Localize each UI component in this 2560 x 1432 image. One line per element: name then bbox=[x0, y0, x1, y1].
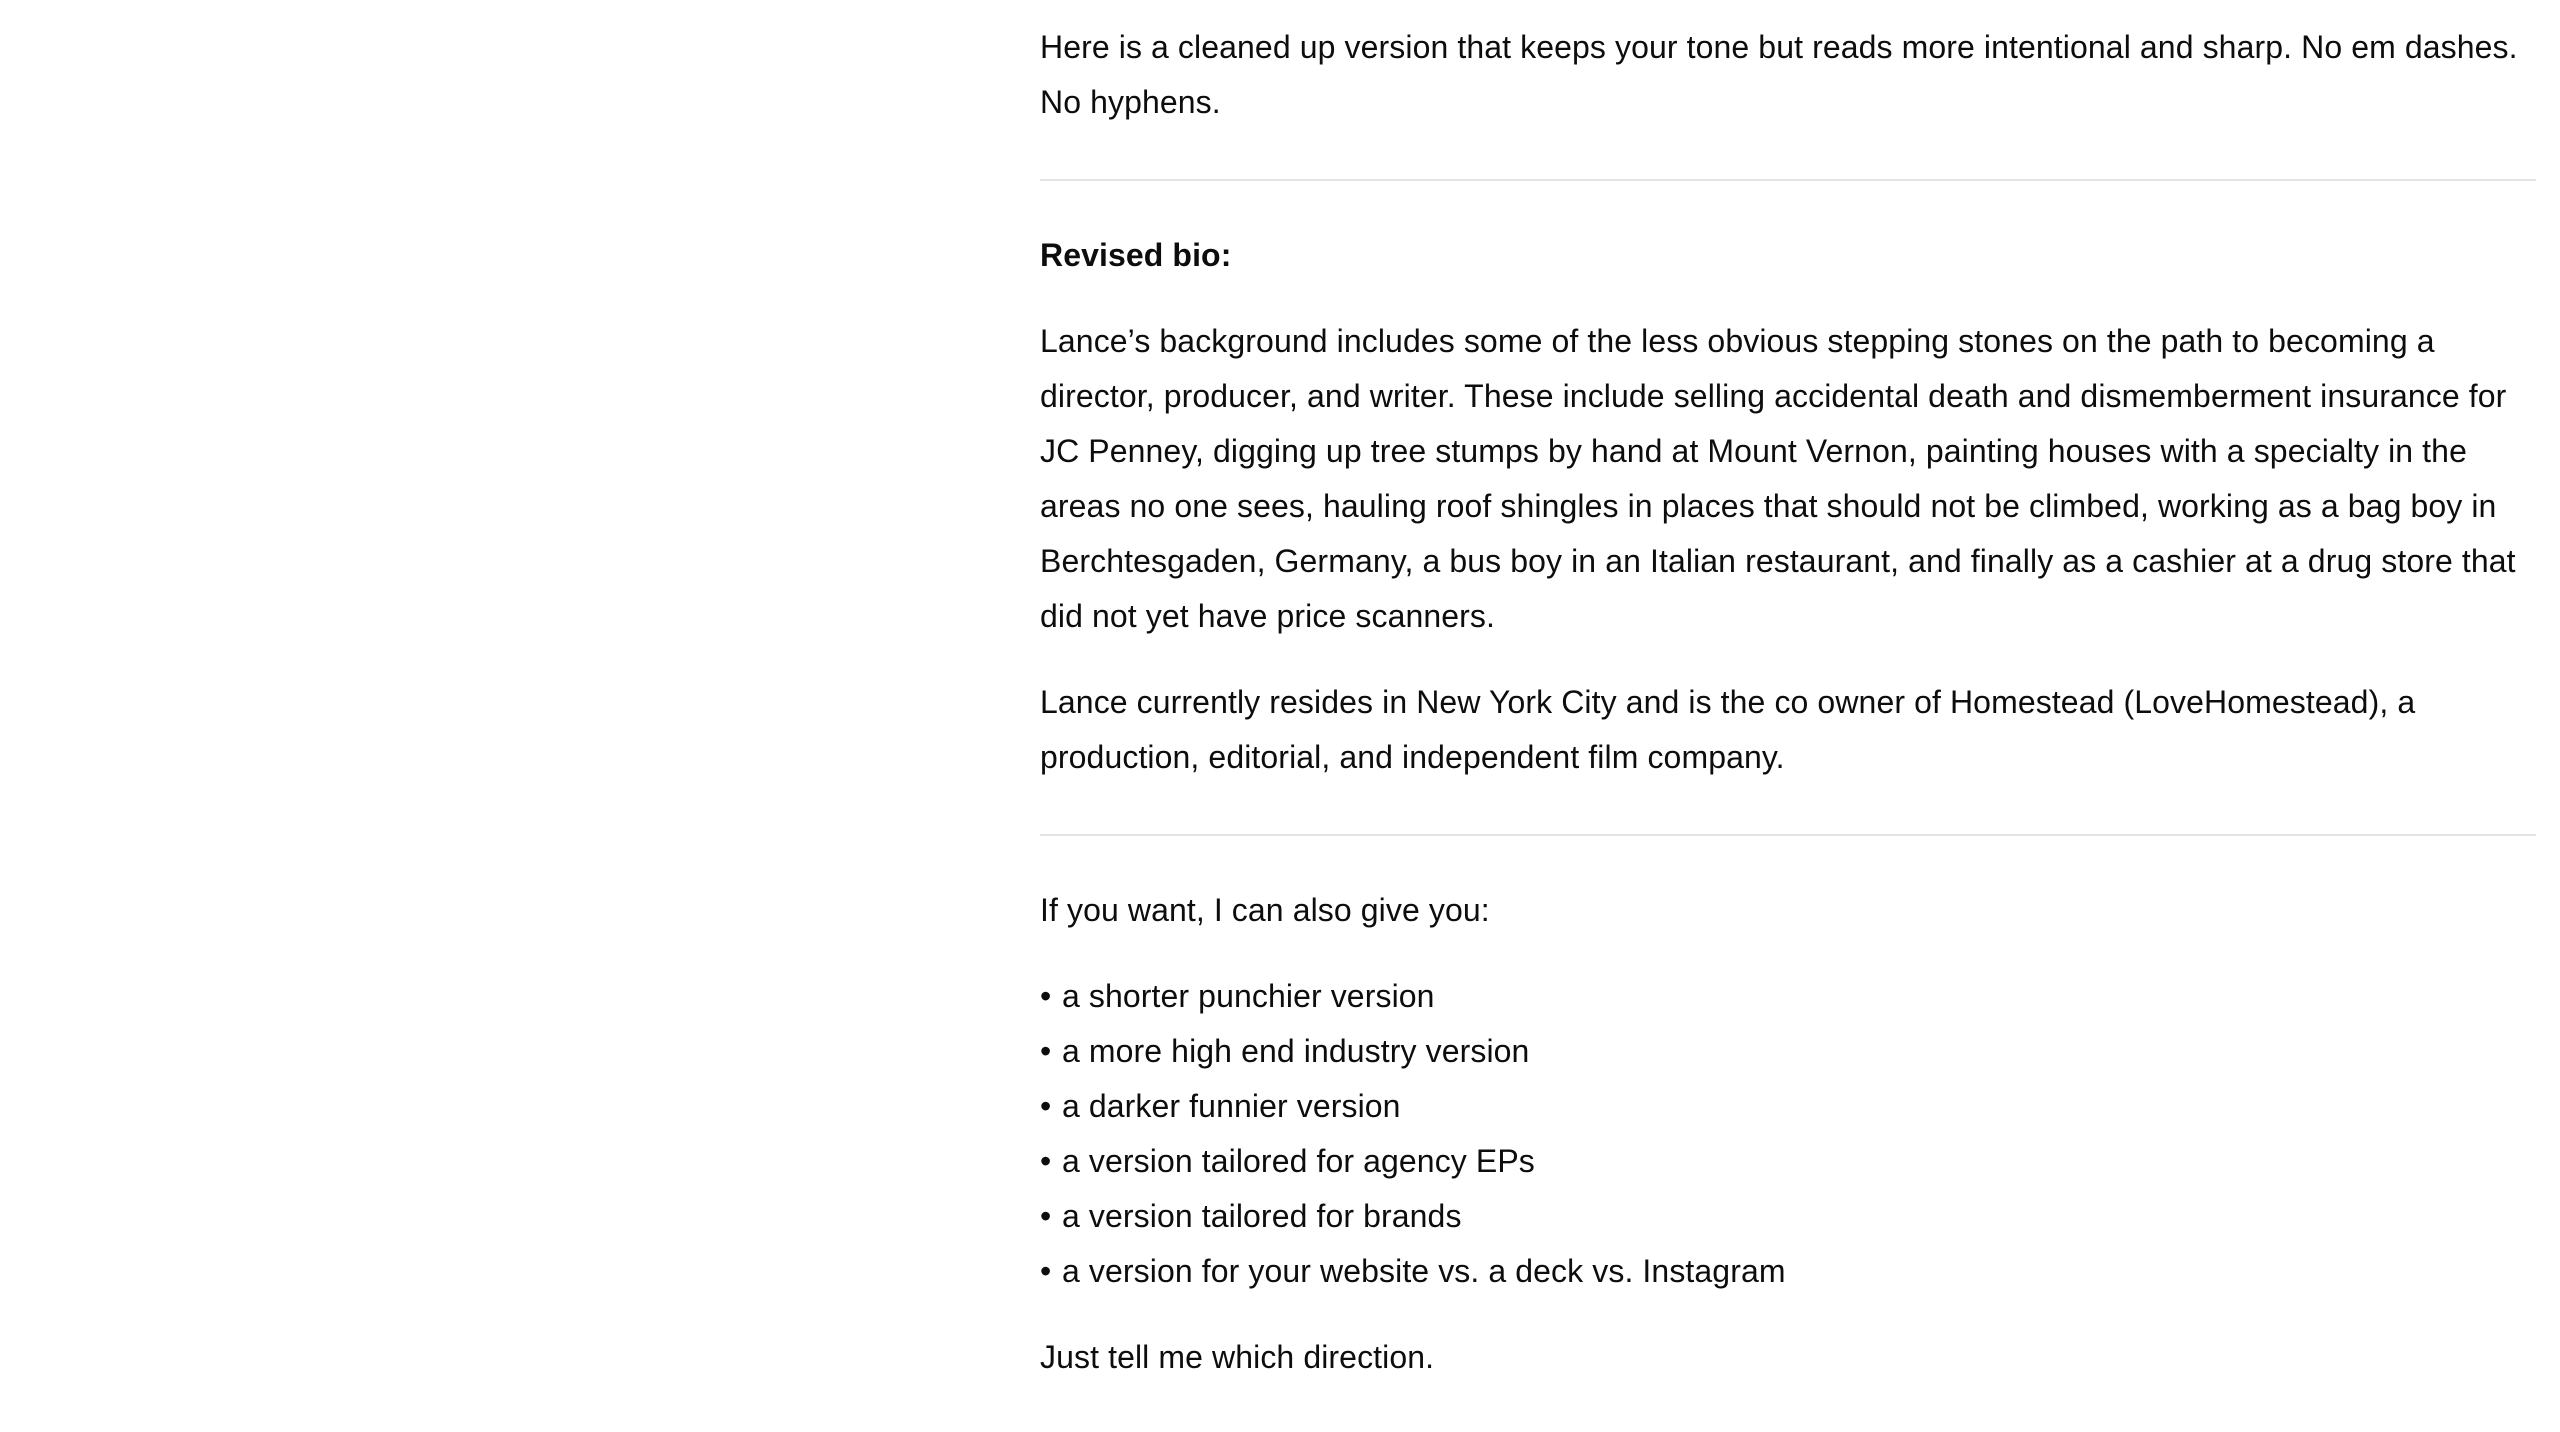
list-item bbox=[1040, 969, 2536, 1024]
list-item bbox=[1040, 1244, 2536, 1299]
list-item bbox=[1040, 1189, 2536, 1244]
list-item bbox=[1040, 1024, 2536, 1079]
divider bbox=[1040, 179, 2536, 181]
bullet-icon: • bbox=[1040, 978, 1052, 1014]
bullet-icon: • bbox=[1040, 1198, 1052, 1234]
list-item bbox=[1040, 1079, 2536, 1134]
list-item-text: a version for your website vs. a deck vs. Instagram bbox=[1062, 1253, 1786, 1289]
bullet-icon: • bbox=[1040, 1033, 1052, 1069]
options-list bbox=[1040, 969, 2536, 1299]
bio-paragraph: Lance currently resides in New York City and is the co owner of Homestead (LoveHomestead), a production, editorial, and independent film company. bbox=[1040, 684, 2416, 775]
revised-bio-heading: Revised bio: bbox=[1040, 237, 1232, 273]
bullet-icon: • bbox=[1040, 1253, 1052, 1289]
list-item bbox=[1040, 1134, 2536, 1189]
closing-text: Just tell me which direction. bbox=[1040, 1339, 1435, 1375]
list-item-text: a version tailored for agency EPs bbox=[1062, 1143, 1535, 1179]
list-item-text: a version tailored for brands bbox=[1062, 1198, 1462, 1234]
bullet-icon: • bbox=[1040, 1088, 1052, 1124]
offer-text: If you want, I can also give you: bbox=[1040, 892, 1490, 928]
list-item-text: a more high end industry version bbox=[1062, 1033, 1530, 1069]
intro-text: Here is a cleaned up version that keeps your tone but reads more intentional and sharp. No em dashes. No hyphens. bbox=[1040, 29, 2518, 120]
bullet-icon: • bbox=[1040, 1143, 1052, 1179]
divider bbox=[1040, 834, 2536, 836]
list-item-text: a darker funnier version bbox=[1062, 1088, 1401, 1124]
bio-paragraph: Lance’s background includes some of the less obvious stepping stones on the path to becoming a director, producer, and writer. These include selling accidental death and dismemberment insurance for JC Penney, digging up tree stumps by hand at Mount Vernon, painting houses with a specialty in the areas no one sees, hauling roof shingles in places that should not be climbed, working as a bag boy in Berchtesgaden, Germany, a bus boy in an Italian restaurant, and finally as a cashier at a drug store that did not yet have price scanners. bbox=[1040, 323, 2516, 634]
assistant-message bbox=[1040, 20, 2536, 1385]
list-item-text: a shorter punchier version bbox=[1062, 978, 1435, 1014]
